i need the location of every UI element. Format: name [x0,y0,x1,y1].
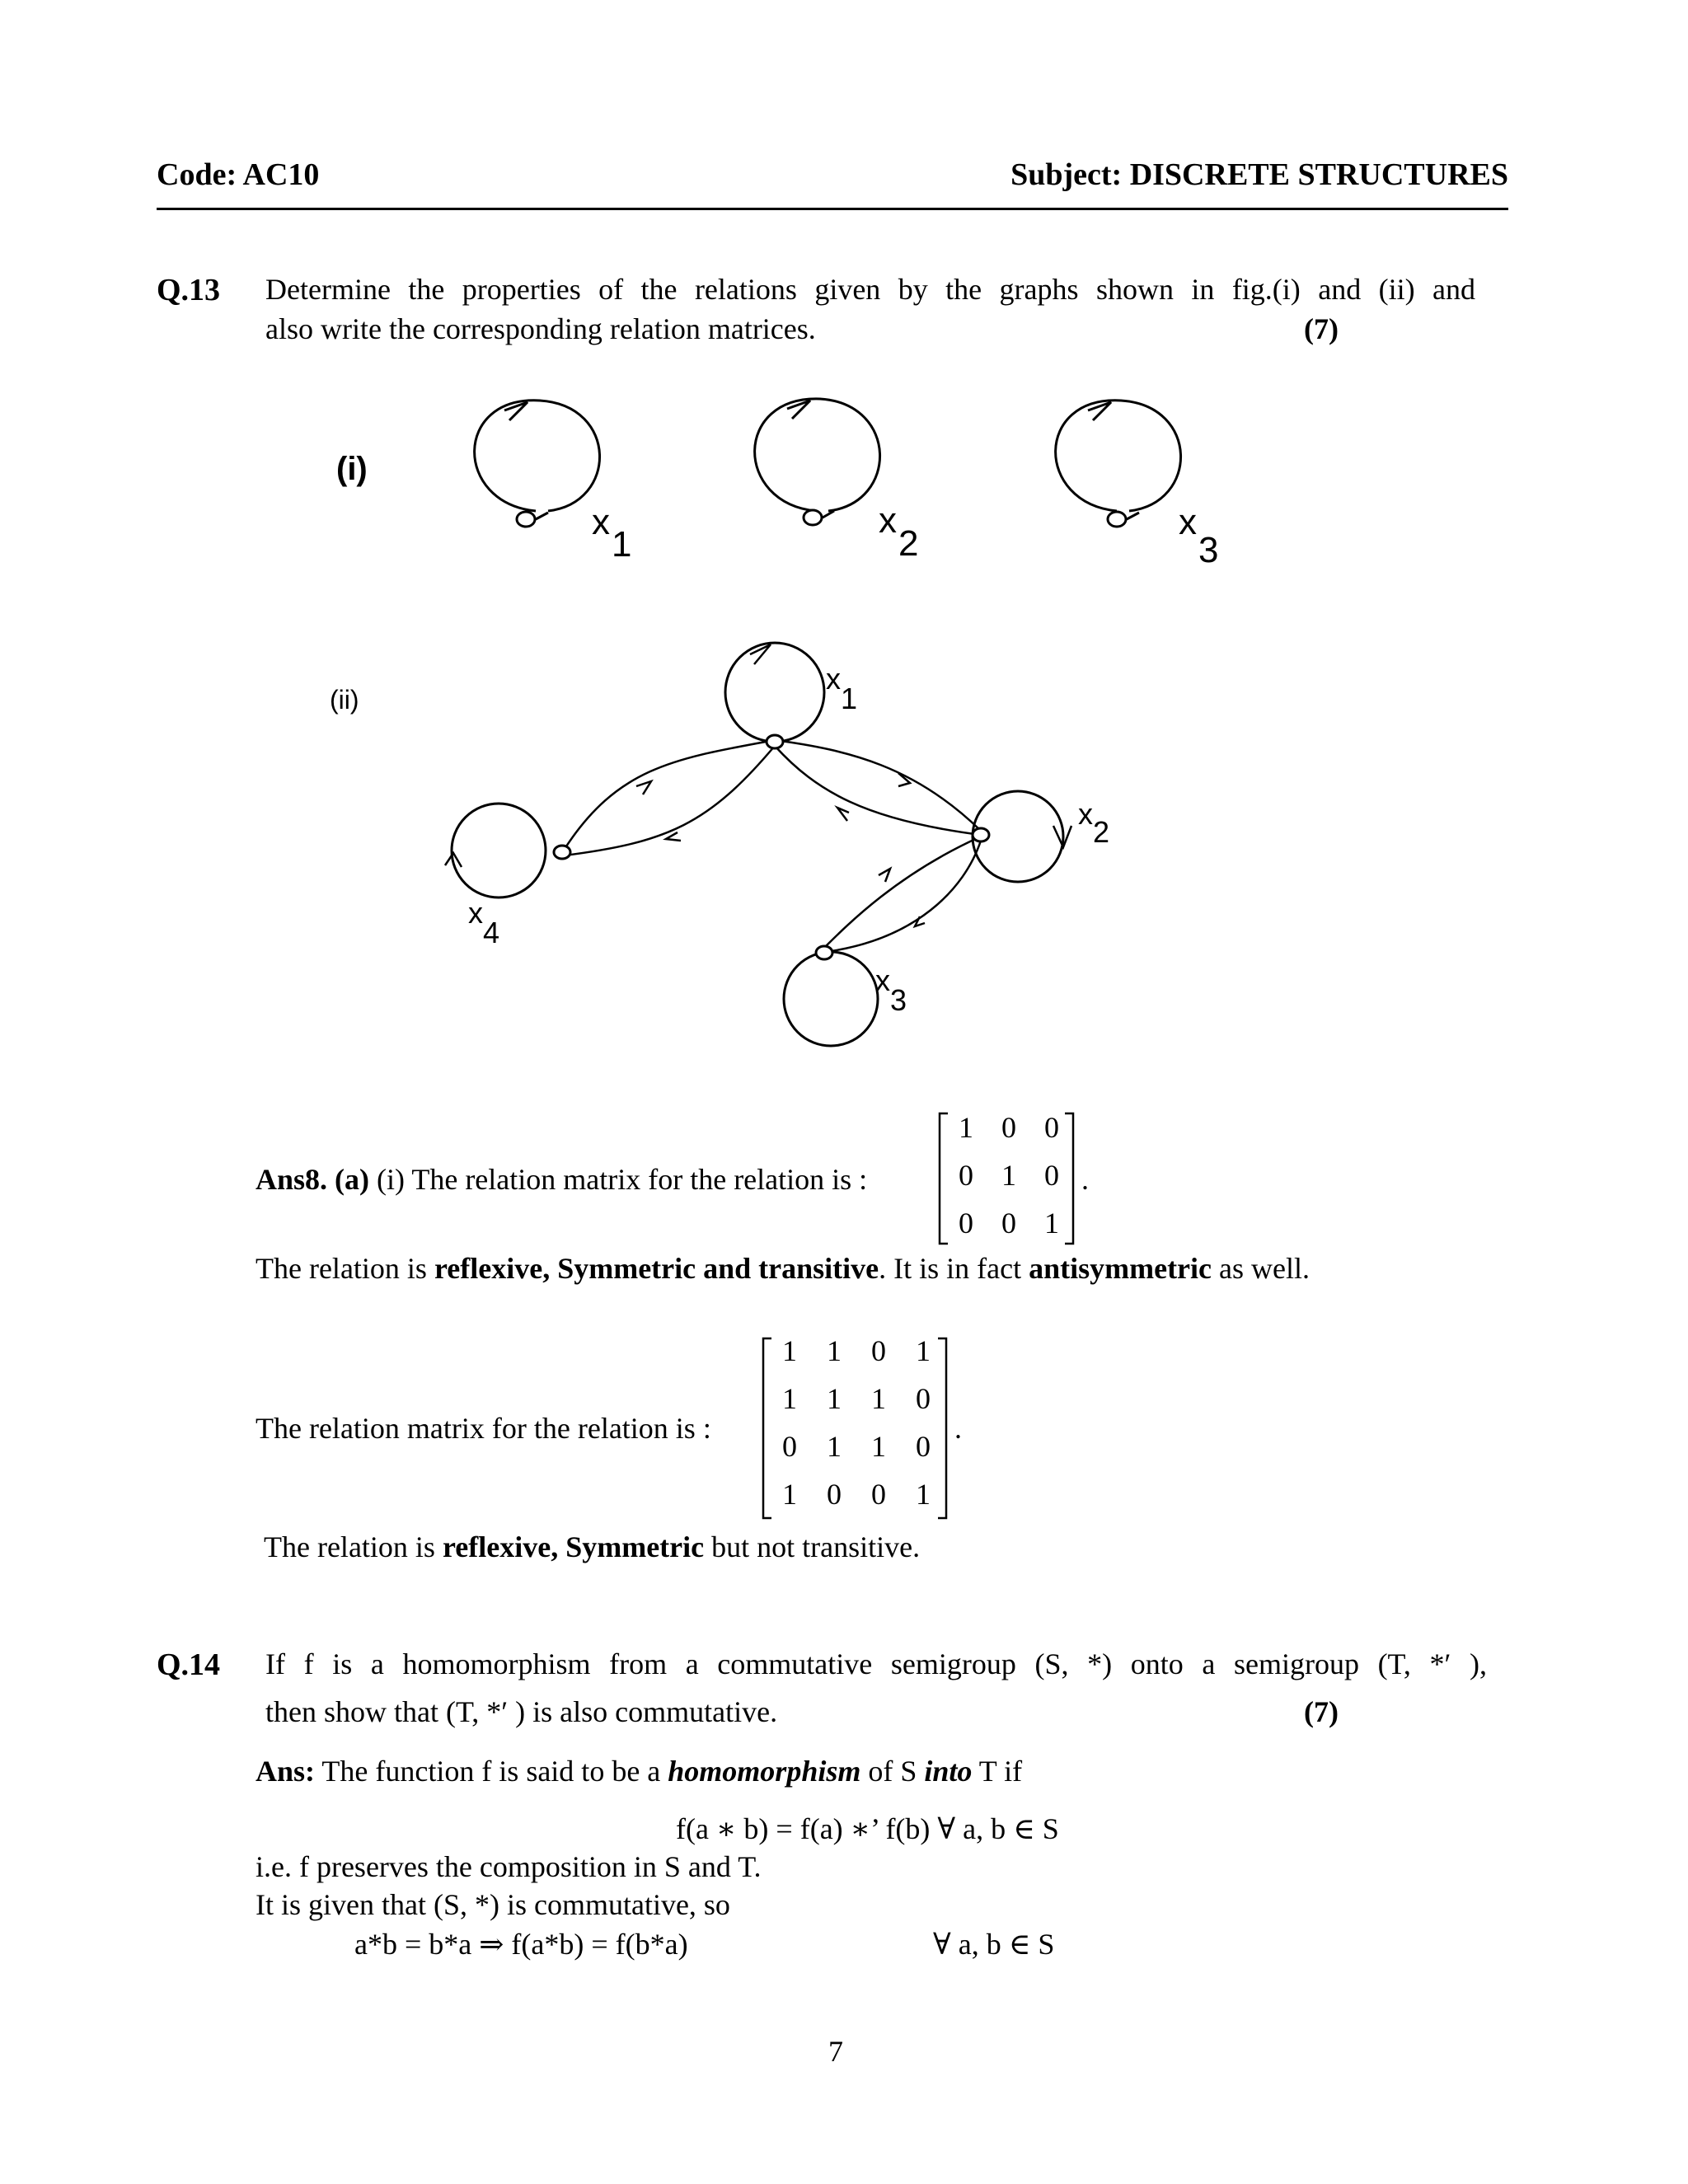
ans14-lead-bold: Ans: [256,1755,316,1788]
edge-x2-x3 [826,841,981,952]
matrix-cell: 1 [827,1334,842,1367]
matrix-cell: 1 [782,1382,797,1415]
ans8-lead [256,1162,867,1197]
arrow-head-icon [636,781,651,794]
self-loop-x1 [725,643,824,742]
ans14-eq2-right: ∀ a, b ∈ S [933,1928,1055,1961]
props-2-b: reflexive, Symmetric [442,1530,705,1563]
matrix-cell: 1 [827,1382,842,1415]
matrix-cell: 1 [1001,1159,1016,1192]
matrix-cell: 1 [782,1334,797,1367]
matrix-cell: 0 [782,1430,797,1463]
matrix-cell: 1 [959,1111,973,1144]
fig-i-x1-main: x [592,502,610,542]
matrix-cell: 1 [782,1478,797,1511]
q14-line1: If f is a homomorphism from a commutative semigroup (S, *) onto a semigroup (T, *′ ), [265,1647,1487,1680]
matrix-cell: 0 [1001,1207,1016,1240]
props-1-a: The relation is [256,1252,434,1285]
vertex-x1 [767,735,783,748]
fig-ii-x2-main: x [1078,797,1093,831]
matrix-1-period: . [1081,1163,1089,1196]
figure-ii-label: (ii) [330,685,359,715]
ans14-t4: into [924,1755,973,1788]
ans14-lead [256,1754,1022,1788]
matrix-cell: 0 [1001,1111,1016,1144]
fig-i-node-x2 [755,399,919,564]
props-1-c: . It is in fact [879,1252,1029,1285]
fig-ii-x4-main: x [468,896,483,930]
ans14-t5: T if [972,1755,1023,1788]
props-1-e: as well. [1212,1252,1310,1285]
edge-x1-x2 [775,740,981,831]
matrix-cell: 0 [827,1478,842,1511]
props-2-c: but not transitive. [704,1530,921,1563]
arrow-head-icon [879,869,890,882]
ans14-t2: homomorphism [668,1755,861,1788]
ans14-line2: i.e. f preserves the composition in S and T. [256,1850,762,1883]
self-loop-x3 [1056,401,1181,511]
self-loop-x1 [475,401,600,511]
ans14-eq1: f(a ∗ b) = f(a) ∗’ f(b) ∀ a, b ∈ S [676,1812,1059,1845]
props-1-d: antisymmetric [1029,1252,1212,1285]
matrix-cell: 1 [827,1430,842,1463]
vertex-x1 [517,512,535,527]
q13-marks: (7) [1304,312,1339,345]
props-1 [256,1251,1310,1286]
q13-line1: Determine the properties of the relations given by the graphs shown in fig.(i) and (ii) and [265,273,1475,306]
q14-marks: (7) [1304,1695,1339,1728]
q13-number: Q.13 [157,273,221,307]
ans14-eq2-left: a*b = b*a ⇒ f(a*b) = f(b*a) [354,1928,688,1961]
ans14-t3: of S [860,1755,925,1788]
figure-i-label: (i) [336,451,368,487]
vertex-x3 [816,946,832,959]
matrix-cell: 1 [871,1430,886,1463]
matrix-2-lead: The relation matrix for the relation is : [256,1412,711,1445]
matrix-cell: 0 [959,1159,973,1192]
matrix-cell: 1 [871,1382,886,1415]
figure-ii [321,626,1228,1088]
props-2 [264,1530,920,1564]
matrix-2-period: . [954,1412,962,1445]
ans14-line3: It is given that (S, *) is commutative, so [256,1888,730,1921]
matrix-cell: 0 [1044,1111,1059,1144]
q14-line2: then show that (T, *′ ) is also commutative. [265,1695,778,1728]
vertex-x2 [973,828,989,841]
matrix-cell: 0 [916,1382,931,1415]
vertex-x2 [804,510,822,525]
matrix-cell: 1 [916,1334,931,1367]
matrix-2 [760,1333,950,1523]
arrow-head-icon [666,832,681,841]
ans14-t1: The function f is said to be a [315,1755,668,1788]
fig-i-node-x3 [1056,401,1219,570]
ans8-lead-text: (i) The relation matrix for the relation is : [369,1163,868,1196]
fig-i-x3-sub: 3 [1198,530,1219,570]
matrix-cell: 0 [959,1207,973,1240]
fig-ii-x1-sub: 1 [841,682,858,715]
fig-ii-x1-main: x [826,662,841,696]
q13-line2: also write the corresponding relation matrices. [265,312,816,345]
matrix-cell: 0 [871,1478,886,1511]
edge-x3-x2 [823,837,981,949]
matrix-cell: 1 [1044,1207,1059,1240]
vertex-x4 [554,846,570,859]
matrix-1 [936,1108,1076,1249]
fig-i-x1-sub: 1 [612,524,632,565]
matrix-cell: 0 [1044,1159,1059,1192]
fig-ii-x3-sub: 3 [890,983,907,1017]
props-1-b: reflexive, Symmetric and transitive [434,1252,879,1285]
page-number: 7 [828,2035,843,2068]
fig-ii-x2-sub: 2 [1093,815,1110,849]
fig-i-x2-sub: 2 [898,523,919,564]
fig-i-x2-main: x [879,500,897,541]
arrow-head-icon [915,916,925,926]
self-loop-x3 [784,952,878,1046]
figure-i [321,387,1311,585]
self-loop-x4 [452,804,546,898]
fig-i-node-x1 [475,401,632,565]
props-2-a: The relation is [264,1530,443,1563]
header-subject: Subject: DISCRETE STRUCTURES [1010,157,1508,192]
fig-i-x3-main: x [1179,502,1197,542]
matrix-cell: 0 [916,1430,931,1463]
arrow-head-icon [837,808,849,821]
q14-number: Q.14 [157,1647,221,1682]
header-rule [157,208,1508,210]
fig-ii-x4-sub: 4 [483,916,500,949]
edge-x2-x1 [775,746,981,835]
self-loop-x2 [755,399,880,511]
fig-ii-x3-main: x [875,963,890,997]
matrix-cell: 1 [916,1478,931,1511]
vertex-x3 [1108,512,1126,527]
matrix-cell: 0 [871,1334,886,1367]
header-code: Code: AC10 [157,157,320,192]
ans8-lead-bold: Ans8. (a) [256,1163,370,1196]
